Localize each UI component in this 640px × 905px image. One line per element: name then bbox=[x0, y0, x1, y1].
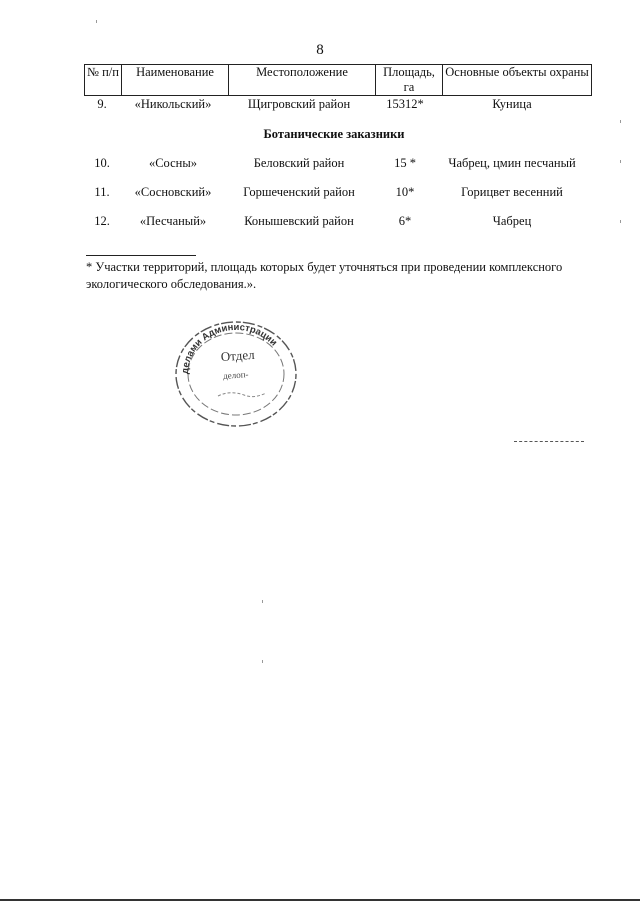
row-location: Конышевский район bbox=[244, 214, 354, 228]
row-area: 15 * bbox=[394, 156, 416, 170]
row-number: 9. bbox=[97, 97, 107, 111]
table-header bbox=[84, 64, 592, 96]
header-area: Площадь, га bbox=[376, 65, 443, 96]
row-location: Беловский район bbox=[253, 156, 345, 170]
header-name: Наименование bbox=[122, 65, 229, 96]
stamp-center-line1: Отдел bbox=[220, 346, 256, 365]
row-area: 10* bbox=[395, 185, 415, 199]
scan-dot bbox=[96, 20, 97, 23]
header-location: Местоположение bbox=[229, 65, 376, 96]
stamp-seal bbox=[158, 312, 306, 432]
row-name: «Сосны» bbox=[148, 156, 198, 170]
row-number: 12. bbox=[94, 214, 110, 228]
scan-dot bbox=[262, 600, 263, 603]
scan-dot bbox=[620, 160, 621, 163]
stamp-ring-text: делами Администрации bbox=[179, 321, 280, 375]
row-name: «Никольский» bbox=[134, 97, 212, 111]
scan-dot bbox=[620, 120, 621, 123]
page-bottom-edge bbox=[0, 899, 640, 901]
header-number: № п/п bbox=[85, 65, 122, 96]
header-objects: Основные объекты охраны bbox=[443, 65, 592, 96]
stamp-center-line2: делоп- bbox=[222, 369, 249, 381]
table-row bbox=[84, 214, 584, 232]
row-objects: Чабрец, цмин песчаный bbox=[448, 156, 576, 170]
row-name: «Песчаный» bbox=[139, 214, 207, 228]
page-number: 8 bbox=[316, 42, 324, 58]
row-location: Щигровский район bbox=[247, 97, 351, 111]
table-row bbox=[84, 185, 584, 203]
scan-dot bbox=[262, 660, 263, 663]
row-objects: Куница bbox=[492, 97, 532, 111]
row-location: Горшеченский район bbox=[243, 185, 355, 199]
scan-dashes bbox=[514, 441, 584, 442]
row-area: 15312* bbox=[386, 97, 424, 111]
footnote: * Участки территорий, площадь которых будет уточняться при проведении комплексного экологического обследования.». bbox=[86, 260, 563, 291]
section-title: Ботанические заказники bbox=[263, 127, 405, 141]
row-name: «Сосновский» bbox=[134, 185, 212, 199]
row-number: 10. bbox=[94, 156, 110, 170]
row-objects: Горицвет весенний bbox=[461, 185, 563, 199]
row-number: 11. bbox=[94, 185, 110, 199]
table-row bbox=[84, 156, 584, 174]
scan-dot bbox=[620, 220, 621, 223]
table-row bbox=[84, 97, 584, 115]
row-objects: Чабрец bbox=[492, 214, 532, 228]
footnote-divider bbox=[86, 255, 196, 256]
row-area: 6* bbox=[398, 214, 412, 228]
